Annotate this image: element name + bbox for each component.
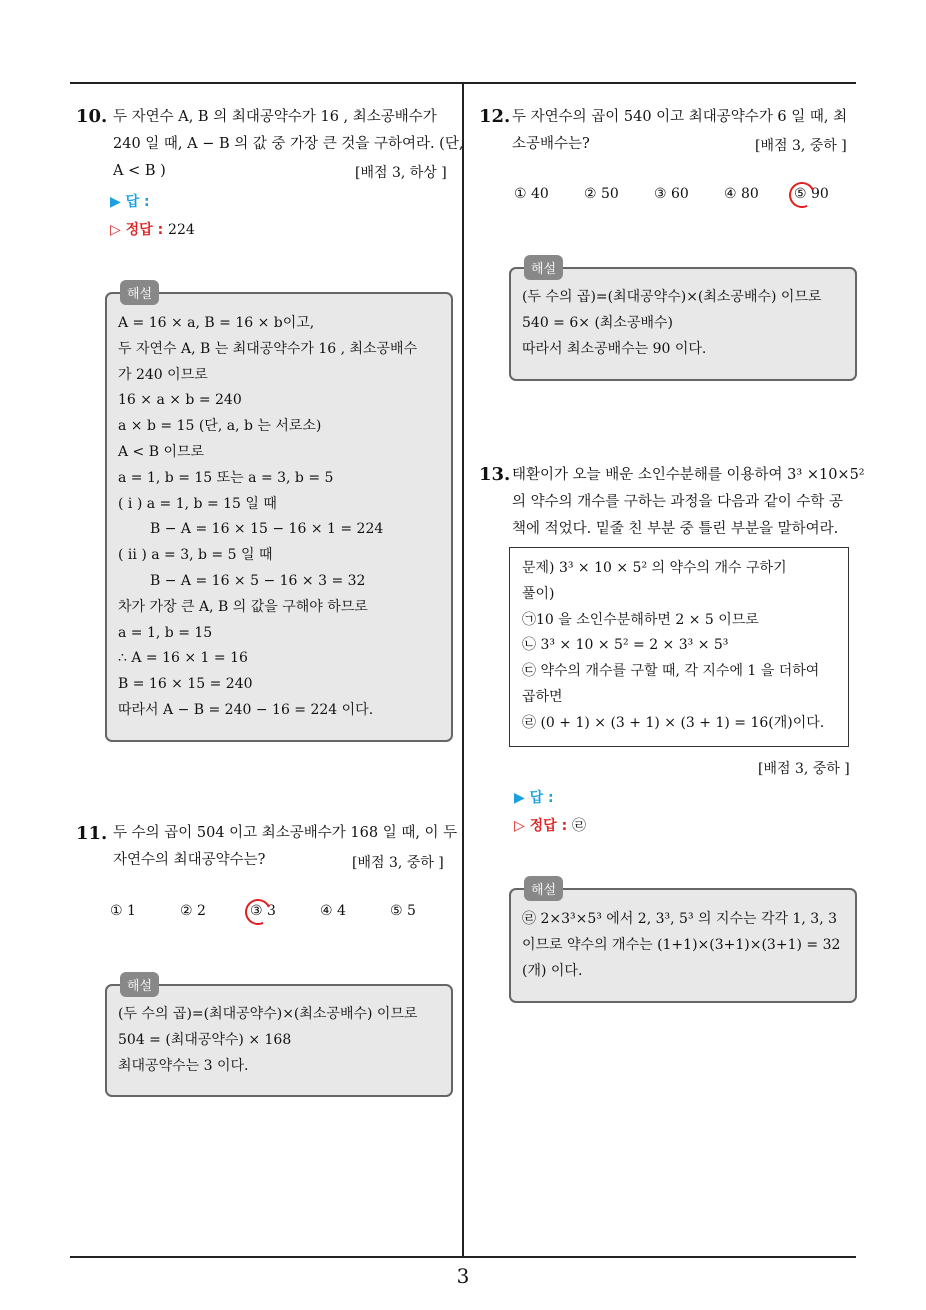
selected-answer-mark-12 xyxy=(785,178,818,211)
question-number-10: 10. xyxy=(76,106,108,127)
expl-line: ( ii ) a = 3, b = 5 일 때 xyxy=(118,547,273,564)
expl-line: 최대공약수는 3 이다. xyxy=(118,1057,249,1074)
correct-value: ㉣ xyxy=(572,818,587,834)
score-meta-11: [배점 3, 중하 ] xyxy=(352,855,444,871)
question-number-11: 11. xyxy=(76,823,108,844)
expl-line: a = 1, b = 15 xyxy=(118,624,213,641)
explanation-tag-13: 해설 xyxy=(524,876,563,901)
question-line: A < B ) xyxy=(113,163,166,179)
correct-label: ▷ 정답 : xyxy=(110,222,164,238)
choice-2[interactable]: ② 50 xyxy=(584,186,619,202)
expl-line: ∴ A = 16 × 1 = 16 xyxy=(118,650,248,667)
expl-line: (개) 이다. xyxy=(522,962,583,979)
choice-4[interactable]: ④ 80 xyxy=(724,186,759,202)
selected-answer-mark-11 xyxy=(241,895,274,928)
expl-line: (두 수의 곱)=(최대공약수)×(최소공배수) 이므로 xyxy=(118,1006,418,1022)
expl-line: (두 수의 곱)=(최대공약수)×(최소공배수) 이므로 xyxy=(522,289,822,305)
score-meta-10: [배점 3, 하상 ] xyxy=(355,165,447,181)
score-meta-13: [배점 3, 중하 ] xyxy=(758,761,850,777)
question-line: 의 약수의 개수를 구하는 과정을 다음과 같이 수학 공 xyxy=(512,494,844,510)
expl-line: 두 자연수 A, B 는 최대공약수가 16 , 최소공배수 xyxy=(118,340,418,357)
expl-line: ㉣ 2×3³×5³ 에서 2, 3³, 5³ 의 지수는 각각 1, 3, 3 xyxy=(522,911,838,927)
question-line: 두 자연수 A, B 의 최대공약수가 16 , 최소공배수가 xyxy=(113,109,437,125)
frame-line: 문제) 3³ × 10 × 5² 의 약수의 개수 구하기 xyxy=(522,560,787,576)
question-line: 책에 적었다. 밑줄 친 부분 중 틀린 부분을 말하여라. xyxy=(512,521,839,537)
score-meta-12: [배점 3, 중하 ] xyxy=(755,138,847,154)
question-text-13 xyxy=(512,462,865,543)
question-number-13: 13. xyxy=(479,464,511,485)
choice-1[interactable]: ① 1 xyxy=(110,903,136,919)
expl-line: a × b = 15 (단, a, b 는 서로소) xyxy=(118,418,322,435)
question-line: 240 일 때, A − B 의 값 중 가장 큰 것을 구하여라. (단, xyxy=(113,136,464,152)
frame-line: ㉠10 을 소인수분해하면 2 × 5 이므로 xyxy=(522,611,759,628)
frame-line: ㉣ (0 + 1) × (3 + 1) × (3 + 1) = 16(개)이다. xyxy=(522,714,825,731)
frame-line: 풀이) xyxy=(522,585,555,602)
frame-line: ㉡ 3³ × 10 × 5² = 2 × 3³ × 5³ xyxy=(522,637,729,654)
question-line: 두 자연수의 곱이 540 이고 최대공약수가 6 일 때, 최 xyxy=(512,109,848,125)
explanation-text-10 xyxy=(118,311,417,724)
expl-line: 따라서 A − B = 240 − 16 = 224 이다. xyxy=(118,701,374,718)
expl-line: 16 × a × b = 240 xyxy=(118,392,242,409)
answer-label-10: ▶ 답 : xyxy=(110,194,150,210)
expl-line: A = 16 × a, B = 16 × b이고, xyxy=(118,315,315,331)
choice-2[interactable]: ② 2 xyxy=(180,903,206,919)
choice-5[interactable]: ⑤ 90 xyxy=(794,186,829,202)
explanation-tag-10: 해설 xyxy=(120,280,159,305)
column-divider xyxy=(462,82,464,1257)
answer-label-13: ▶ 답 : xyxy=(514,790,554,806)
expl-line: B − A = 16 × 5 − 16 × 3 = 32 xyxy=(150,572,366,589)
solution-frame-text-13 xyxy=(522,555,824,736)
expl-line: 504 = (최대공약수) × 168 xyxy=(118,1031,292,1048)
expl-line: 따라서 최소공배수는 90 이다. xyxy=(522,340,707,357)
expl-line: B = 16 × 15 = 240 xyxy=(118,676,253,693)
choice-3[interactable]: ③ 3 xyxy=(250,903,276,919)
expl-line: 차가 가장 큰 A, B 의 값을 구해야 하므로 xyxy=(118,598,368,615)
choice-3[interactable]: ③ 60 xyxy=(654,186,689,202)
frame-line: ㉢ 약수의 개수를 구할 때, 각 지수에 1 을 더하여 xyxy=(522,663,820,680)
correct-answer-10 xyxy=(110,219,195,239)
frame-line: 곱하면 xyxy=(522,688,563,705)
question-line: 자연수의 최대공약수는? xyxy=(113,852,266,868)
correct-label: ▷ 정답 : xyxy=(514,818,568,834)
choice-1[interactable]: ① 40 xyxy=(514,186,549,202)
expl-line: 가 240 이므로 xyxy=(118,366,208,383)
explanation-tag-12: 해설 xyxy=(524,255,563,280)
correct-answer-13 xyxy=(514,815,586,835)
explanation-text-11 xyxy=(118,1002,418,1079)
question-line: 태환이가 오늘 배운 소인수분해를 이용하여 3³ ×10×5² xyxy=(512,467,865,483)
expl-line: ( i ) a = 1, b = 15 일 때 xyxy=(118,495,277,512)
question-line: 두 수의 곱이 504 이고 최소공배수가 168 일 때, 이 두 xyxy=(113,825,458,841)
expl-line: A < B 이므로 xyxy=(118,443,205,460)
page-number: 3 xyxy=(456,1264,470,1288)
explanation-text-12 xyxy=(522,285,822,362)
explanation-text-13 xyxy=(522,907,840,984)
choice-4[interactable]: ④ 4 xyxy=(320,903,346,919)
question-line: 소공배수는? xyxy=(512,136,590,152)
choice-5[interactable]: ⑤ 5 xyxy=(390,903,416,919)
bottom-rule xyxy=(70,1256,856,1258)
explanation-tag-11: 해설 xyxy=(120,972,159,997)
expl-line: a = 1, b = 15 또는 a = 3, b = 5 xyxy=(118,469,334,486)
question-number-12: 12. xyxy=(479,106,511,127)
expl-line: 이므로 약수의 개수는 (1+1)×(3+1)×(3+1) = 32 xyxy=(522,936,841,953)
expl-line: B − A = 16 × 15 − 16 × 1 = 224 xyxy=(150,521,384,538)
expl-line: 540 = 6× (최소공배수) xyxy=(522,314,673,331)
correct-value: 224 xyxy=(168,222,195,238)
